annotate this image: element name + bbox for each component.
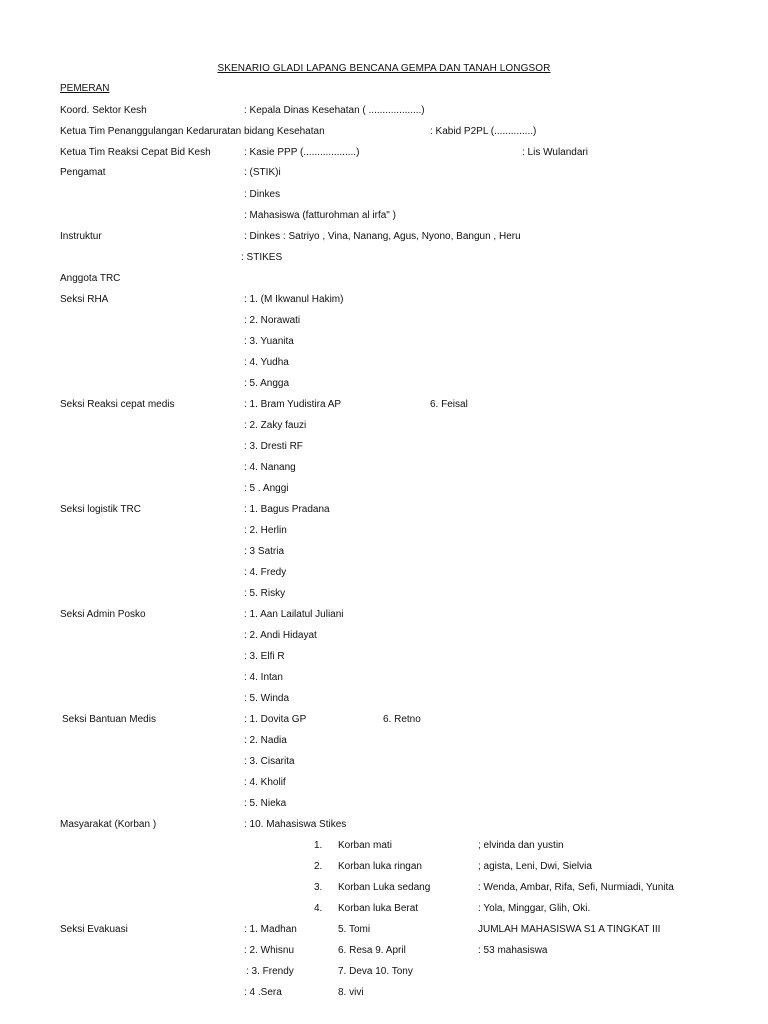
text-line-19-cell-1: : 1. Bagus Pradana (244, 504, 330, 515)
text-line-38-cell-2: : Yola, Minggar, Glih, Oki. (478, 903, 591, 914)
text-line-29-cell-2: 6. Retno (383, 714, 421, 725)
text-line-38-cell-1: Korban luka Berat (338, 903, 419, 914)
text-line-37-cell-1: Korban Luka sedang (338, 882, 431, 893)
text-line-22-cell-0: : 4. Fredy (244, 567, 287, 578)
text-line-37-cell-0: 3. (314, 882, 323, 893)
text-line-5-cell-0: : Mahasiswa (fatturohman al irfa" ) (244, 210, 396, 221)
text-line-21-cell-0: : 3 Satria (244, 546, 285, 557)
text-line-34-cell-0: Masyarakat (Korban ) (60, 819, 157, 830)
text-line-0-cell-1: : Kepala Dinas Kesehatan ( ...................) (244, 105, 425, 116)
text-line-3-cell-1: : (STIK)i (244, 167, 281, 178)
text-line-3-cell-0: Pengamat (60, 167, 106, 178)
text-line-8-cell-0: Anggota TRC (60, 273, 121, 284)
text-line-29-cell-0: Seksi Bantuan Medis (62, 714, 156, 725)
text-line-39-cell-3: JUMLAH MAHASISWA S1 A TINGKAT III (478, 924, 661, 935)
text-line-34-cell-1: : 10. Mahasiswa Stikes (244, 819, 347, 830)
text-line-40-cell-2: : 53 mahasiswa (478, 945, 548, 956)
text-line-13-cell-0: : 5. Angga (244, 378, 290, 389)
text-line-41-cell-0: : 3. Frendy (246, 966, 294, 977)
text-line-31-cell-0: : 3. Cisarita (244, 756, 295, 767)
text-line-38-cell-0: 4. (314, 903, 323, 914)
text-line-0-cell-0: Koord. Sektor Kesh (60, 105, 147, 116)
text-line-6-cell-0: Instruktur (60, 231, 102, 242)
text-line-11-cell-0: : 3. Yuanita (244, 336, 294, 347)
text-line-39-cell-0: Seksi Evakuasi (60, 924, 128, 935)
text-line-39-cell-2: 5. Tomi (338, 924, 371, 935)
text-line-39-cell-1: : 1. Madhan (244, 924, 297, 935)
text-line-15-cell-0: : 2. Zaky fauzi (244, 420, 307, 431)
text-line-42-cell-1: 8. vivi (338, 987, 364, 998)
text-line-2-cell-0: Ketua Tim Reaksi Cepat Bid Kesh (60, 147, 211, 158)
text-line-42-cell-0: : 4 .Sera (244, 987, 282, 998)
text-line-20-cell-0: : 2. Herlin (244, 525, 287, 536)
text-line-10-cell-0: : 2. Norawati (244, 315, 301, 326)
text-line-4-cell-0: : Dinkes (244, 189, 281, 200)
text-line-14-cell-0: Seksi Reaksi cepat medis (60, 399, 175, 410)
text-line-27-cell-0: : 4. Intan (244, 672, 283, 683)
text-line-2-cell-1: : Kasie PPP (...................) (244, 147, 360, 158)
text-line-24-cell-0: Seksi Admin Posko (60, 609, 146, 620)
text-line-35-cell-2: ; elvinda dan yustin (478, 840, 564, 851)
text-line-32-cell-0: : 4. Kholif (244, 777, 286, 788)
text-line-25-cell-0: : 2. Andi Hidayat (244, 630, 317, 641)
text-line-35-cell-1: Korban mati (338, 840, 392, 851)
text-line-24-cell-1: : 1. Aan Lailatul Juliani (244, 609, 344, 620)
text-line-36-cell-1: Korban luka ringan (338, 861, 422, 872)
text-line-36-cell-2: ; agista, Leni, Dwi, Sielvia (478, 861, 592, 872)
text-line-40-cell-1: 6. Resa 9. April (338, 945, 406, 956)
document-title: SKENARIO GLADI LAPANG BENCANA GEMPA DAN TANAH LONGSOR (217, 63, 551, 74)
text-line-17-cell-0: : 4. Nanang (244, 462, 296, 473)
text-line-14-cell-2: 6. Feisal (430, 399, 468, 410)
text-line-1-cell-0: Ketua Tim Penanggulangan Kedaruratan bidang Kesehatan (60, 126, 325, 137)
text-line-7-cell-0: : STIKES (241, 252, 283, 263)
text-line-18-cell-0: : 5 . Anggi (244, 483, 289, 494)
text-line-26-cell-0: : 3. Elfi R (244, 651, 285, 662)
text-line-23-cell-0: : 5. Risky (244, 588, 286, 599)
text-line-6-cell-1: : Dinkes : Satriyo , Vina, Nanang, Agus, Nyono, Bangun , Heru (244, 231, 521, 242)
text-line-28-cell-0: : 5. Winda (244, 693, 290, 704)
text-line-14-cell-1: : 1. Bram Yudistira AP (244, 399, 342, 410)
section-heading: PEMERAN (60, 83, 110, 94)
text-line-12-cell-0: : 4. Yudha (244, 357, 289, 368)
text-line-1-cell-1: : Kabid P2PL (..............) (430, 126, 537, 137)
text-line-41-cell-1: 7. Deva 10. Tony (338, 966, 413, 977)
text-line-33-cell-0: : 5. Nieka (244, 798, 287, 809)
text-line-9-cell-1: : 1. (M Ikwanul Hakim) (244, 294, 344, 305)
text-line-29-cell-1: : 1. Dovita GP (244, 714, 307, 725)
text-line-37-cell-2: : Wenda, Ambar, Rifa, Sefi, Nurmiadi, Yunita (478, 882, 674, 893)
text-line-2-cell-2: : Lis Wulandari (522, 147, 588, 158)
text-line-30-cell-0: : 2. Nadia (244, 735, 287, 746)
text-line-16-cell-0: : 3. Dresti RF (244, 441, 303, 452)
text-line-36-cell-0: 2. (314, 861, 323, 872)
text-line-40-cell-0: : 2. Whisnu (244, 945, 295, 956)
text-line-19-cell-0: Seksi logistik TRC (60, 504, 141, 515)
text-line-35-cell-0: 1. (314, 840, 323, 851)
text-line-9-cell-0: Seksi RHA (60, 294, 109, 305)
